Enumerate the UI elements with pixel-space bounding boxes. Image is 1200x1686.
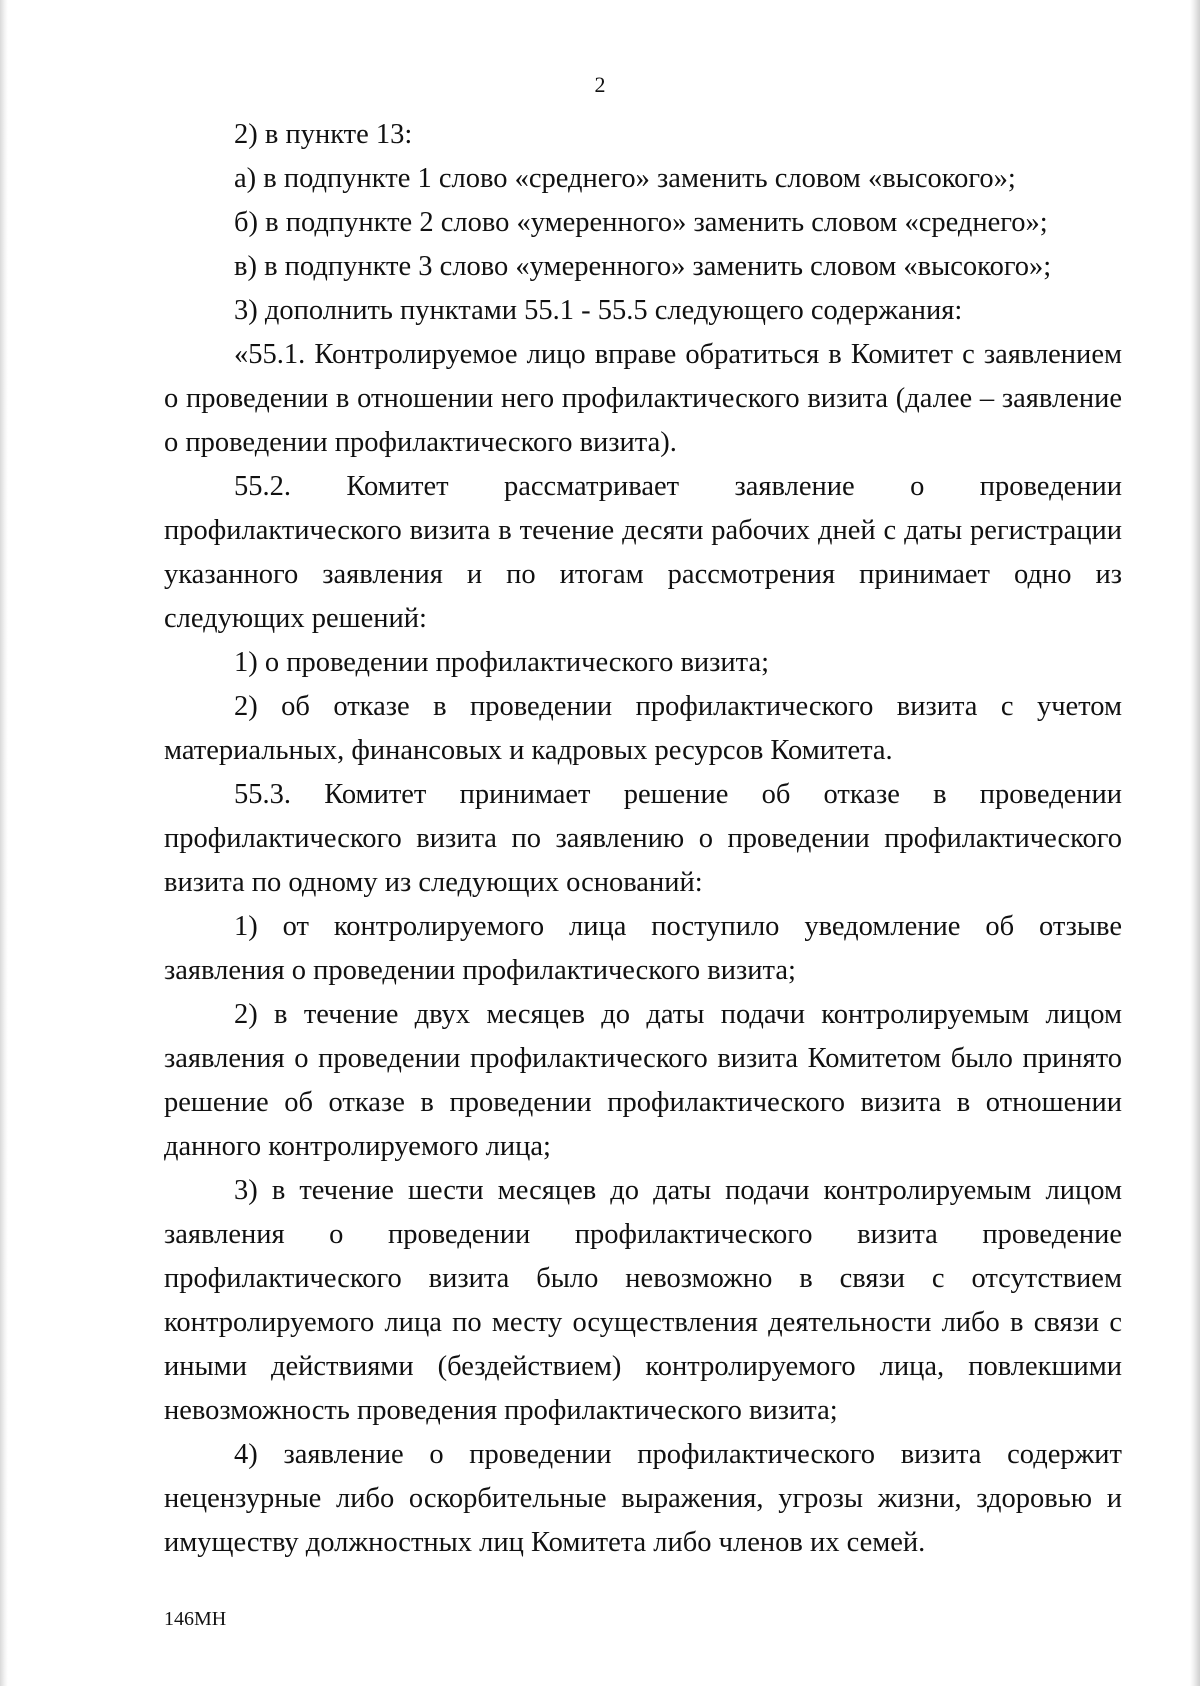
paragraph-subitem-a: а) в подпункте 1 слово «среднего» заменить словом «высокого»; xyxy=(234,163,1016,194)
paragraph-55-2-option-1: 1) о проведении профилактического визита; xyxy=(234,647,770,678)
paragraph-subitem-v: в) в подпункте 3 слово «умеренного» заменить словом «высокого»; xyxy=(234,251,1052,282)
paragraph-55-2-option-2: 2) об отказе в проведении профилактического визита с учетом материальных, финансовых и кадровых ресурсов Комитета. xyxy=(164,691,1122,766)
paragraph-55-2: 55.2. Комитет рассматривает заявление о проведении профилактического визита в течение десяти рабочих дней с даты регистрации указанного заявления и по итогам рассмотрения принимает одно из следующих решений: xyxy=(164,471,1122,634)
paragraph-55-3-ground-1: 1) от контролируемого лица поступило уведомление об отзыве заявления о проведении профилактического визита; xyxy=(164,911,1122,986)
paragraph-55-3-ground-3: 3) в течение шести месяцев до даты подачи контролируемым лицом заявления о проведении профилактического визита проведение профилактического визита было невозможно в связи с отсутствием контролируемого лица по месту осуществления деятельности либо в связи с иными действиями (бездействием) контролируемого лица, повлекшими невозможность проведения профилактического визита; xyxy=(164,1175,1122,1426)
paragraph-55-3: 55.3. Комитет принимает решение об отказе в проведении профилактического визита по заявлению о проведении профилактического визита по одному из следующих оснований: xyxy=(164,779,1122,898)
paragraph-item-2: 2) в пункте 13: xyxy=(234,119,413,150)
paragraph-subitem-b: б) в подпункте 2 слово «умеренного» заменить словом «среднего»; xyxy=(234,207,1048,238)
page-number: 2 xyxy=(594,72,606,97)
paragraph-55-3-ground-2: 2) в течение двух месяцев до даты подачи контролируемым лицом заявления о проведении профилактического визита Комитетом было принято решение об отказе в проведении профилактического визита в отношении данного контролируемого лица; xyxy=(164,999,1122,1162)
paragraph-55-1: «55.1. Контролируемое лицо вправе обратиться в Комитет с заявлением о проведении в отношении него профилактического визита (далее – заявление о проведении профилактического визита). xyxy=(164,339,1122,458)
paragraph-item-3: 3) дополнить пунктами 55.1 - 55.5 следующего содержания: xyxy=(234,295,963,326)
document-body xyxy=(164,113,1122,1565)
scan-edge-left xyxy=(0,0,8,1686)
paragraph-55-3-ground-4: 4) заявление о проведении профилактического визита содержит нецензурные либо оскорбительные выражения, угрозы жизни, здоровью и имуществу должностных лиц Комитета либо членов их семей. xyxy=(164,1439,1122,1558)
scan-edge-right xyxy=(1190,0,1200,1686)
document-code: 146МН xyxy=(164,1608,227,1630)
